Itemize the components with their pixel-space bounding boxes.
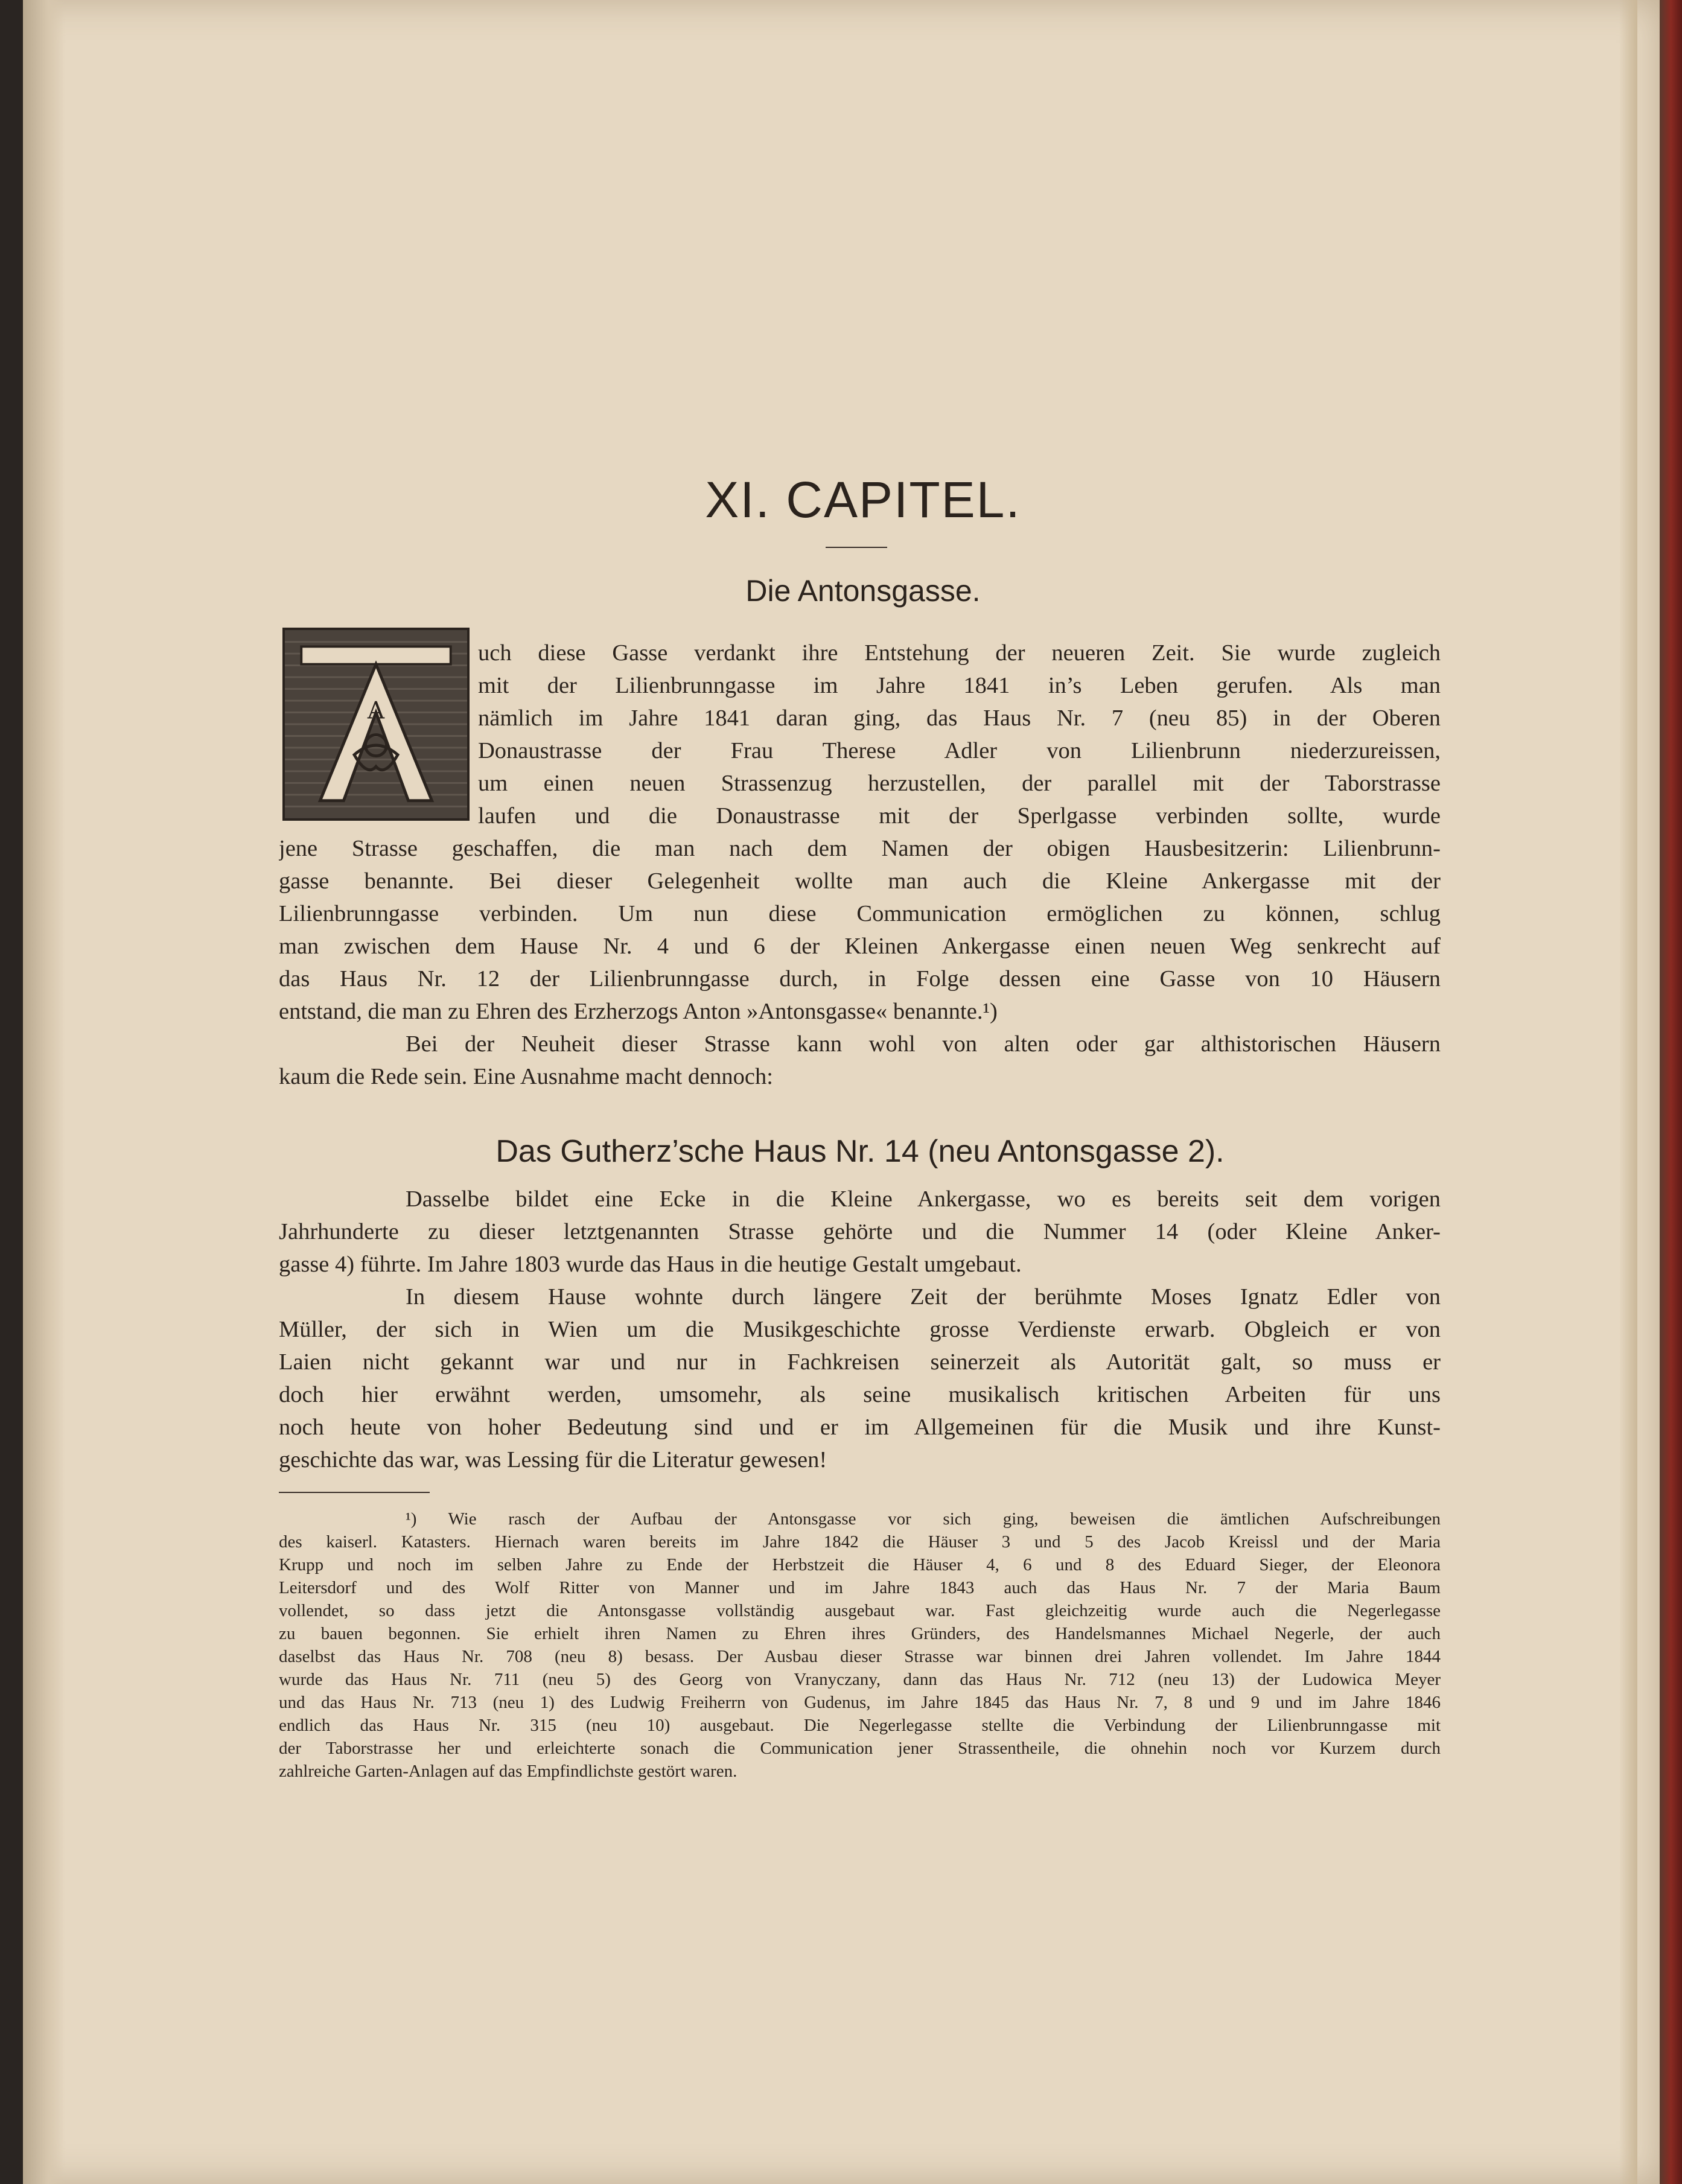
text-line: das Haus Nr. 12 der Lilienbrunngasse durch, in Folge dessen eine Gasse von 10 Häusern [279, 966, 1441, 992]
text-line: uch diese Gasse verdankt ihre Entstehung der neueren Zeit. Sie wurde zugleich [478, 640, 1441, 666]
footnote-line: und das Haus Nr. 713 (neu 1) des Ludwig Freiherrn von Gudenus, im Jahre 1845 das Haus Nr. 7, 8 und 9 und im Jahre 1846 [279, 1693, 1441, 1712]
text-line: entstand, die man zu Ehren des Erzherzogs Anton »Antonsgasse« benannte.¹) [279, 999, 998, 1024]
footnote-divider [279, 1492, 430, 1493]
paragraph-4 [279, 1281, 1441, 1476]
text-line: gasse 4) führte. Im Jahre 1803 wurde das Haus in die heutige Gestalt umgebaut. [279, 1252, 1022, 1277]
text-line: um einen neuen Strassenzug herzustellen, der parallel mit der Taborstrasse [478, 771, 1441, 796]
footnote-line: endlich das Haus Nr. 315 (neu 10) ausgebaut. Die Negerlegasse stellte die Verbindung der Lilienbrunngasse mit [279, 1716, 1441, 1735]
footnote-line: wurde das Haus Nr. 711 (neu 5) des Georg von Vranyczany, dann das Haus Nr. 712 (neu 13) der Ludowica Meyer [279, 1670, 1441, 1689]
footnote-line: zahlreiche Garten-Anlagen auf das Empfindlichste gestört waren. [279, 1762, 737, 1781]
initial-letter-glyph: A [367, 697, 385, 725]
page-gutter [23, 0, 65, 2184]
footnote-line: Leitersdorf und des Wolf Ritter von Manner und im Jahre 1843 auch das Haus Nr. 7 der Maria Baum [279, 1578, 1441, 1597]
text-line: noch heute von hoher Bedeutung sind und er im Allgemeinen für die Musik und ihre Kunst- [279, 1415, 1441, 1440]
text-line: mit der Lilienbrunngasse im Jahre 1841 in’s Leben gerufen. Als man [478, 673, 1441, 698]
book-cover-edge [1660, 0, 1682, 2184]
text-line: Lilienbrunngasse verbinden. Um nun diese Communication ermöglichen zu können, schlug [279, 901, 1441, 926]
text-line: Laien nicht gekannt war und nur in Fachkreisen seinerzeit als Autorität galt, so muss er [279, 1349, 1441, 1375]
text-line: Bei der Neuheit dieser Strasse kann wohl von alten oder gar althistorischen Häusern [406, 1031, 1441, 1057]
footnote-line: des kaiserl. Katasters. Hiernach waren bereits im Jahre 1842 die Häuser 3 und 5 des Jacob Kreissl und der Maria [279, 1532, 1441, 1552]
footnote-line: vollendet, so dass jetzt die Antonsgasse vollständig ausgebaut war. Fast gleichzeitig wurde auch die Negerlegasse [279, 1601, 1441, 1620]
text-line: jene Strasse geschaffen, die man nach dem Namen der obigen Hausbesitzerin: Lilienbrunn- [279, 836, 1441, 861]
footnote [279, 1507, 1441, 1783]
page-edge-shadow [1619, 0, 1637, 2184]
decorated-initial-letter [282, 628, 470, 821]
text-line: man zwischen dem Hause Nr. 4 und 6 der Kleinen Ankergasse einen neuen Weg senkrecht auf [279, 934, 1441, 959]
section-heading: Das Gutherz’sche Haus Nr. 14 (neu Antonsgasse 2). [495, 1134, 1225, 1169]
chapter-title: XI. CAPITEL. [705, 471, 1021, 528]
text-line: doch hier erwähnt werden, umsomehr, als seine musikalisch kritischen Arbeiten für uns [279, 1382, 1441, 1407]
text-line: gasse benannte. Bei dieser Gelegenheit wollte man auch die Kleine Ankergasse mit der [279, 868, 1441, 894]
text-line: In diesem Hause wohnte durch längere Zeit der berühmte Moses Ignatz Edler von [406, 1284, 1441, 1310]
text-line: Dasselbe bildet eine Ecke in die Kleine Ankergasse, wo es bereits seit dem vorigen [406, 1186, 1441, 1212]
paragraph-2 [279, 1028, 1441, 1093]
footnote-line: Krupp und noch im selben Jahre zu Ende der Herbstzeit die Häuser 4, 6 und 8 des Eduard Sieger, der Eleonora [279, 1555, 1441, 1574]
text-line: nämlich im Jahre 1841 daran ging, das Haus Nr. 7 (neu 85) in der Oberen [478, 705, 1441, 731]
chapter-subtitle: Die Antonsgasse. [745, 574, 981, 608]
footnote-line: ¹) Wie rasch der Aufbau der Antonsgasse vor sich ging, beweisen die ämtlichen Aufschreibungen [406, 1509, 1441, 1529]
paragraph-1-continued [279, 832, 1441, 1028]
paragraph-1-intro [478, 637, 1441, 832]
text-line: Donaustrasse der Frau Therese Adler von Lilienbrunn niederzureissen, [478, 738, 1441, 763]
footnote-line: daselbst das Haus Nr. 708 (neu 8) besass. Der Ausbau dieser Strasse war binnen drei Jahren vollendet. Im Jahre 1844 [279, 1647, 1441, 1666]
footnote-line: der Taborstrasse her und erleichterte sonach die Communication jener Strassentheile, die ohnehin noch vor Kurzem durch [279, 1739, 1441, 1758]
text-line: kaum die Rede sein. Eine Ausnahme macht dennoch: [279, 1064, 773, 1089]
text-line: Jahrhunderte zu dieser letztgenannten Strasse gehörte und die Nummer 14 (oder Kleine Anker- [279, 1219, 1441, 1244]
footnote-line: zu bauen begonnen. Sie erhielt ihren Namen zu Ehren ihres Gründers, des Handelsmannes Michael Negerle, der auch [279, 1624, 1441, 1643]
text-line: geschichte das war, was Lessing für die Literatur gewesen! [279, 1447, 827, 1472]
text-line: laufen und die Donaustrasse mit der Sperlgasse verbinden sollte, wurde [478, 803, 1441, 829]
title-divider [826, 547, 887, 548]
text-line: Müller, der sich in Wien um die Musikgeschichte grosse Verdienste erwarb. Obgleich er von [279, 1317, 1441, 1342]
paragraph-3 [279, 1183, 1441, 1281]
